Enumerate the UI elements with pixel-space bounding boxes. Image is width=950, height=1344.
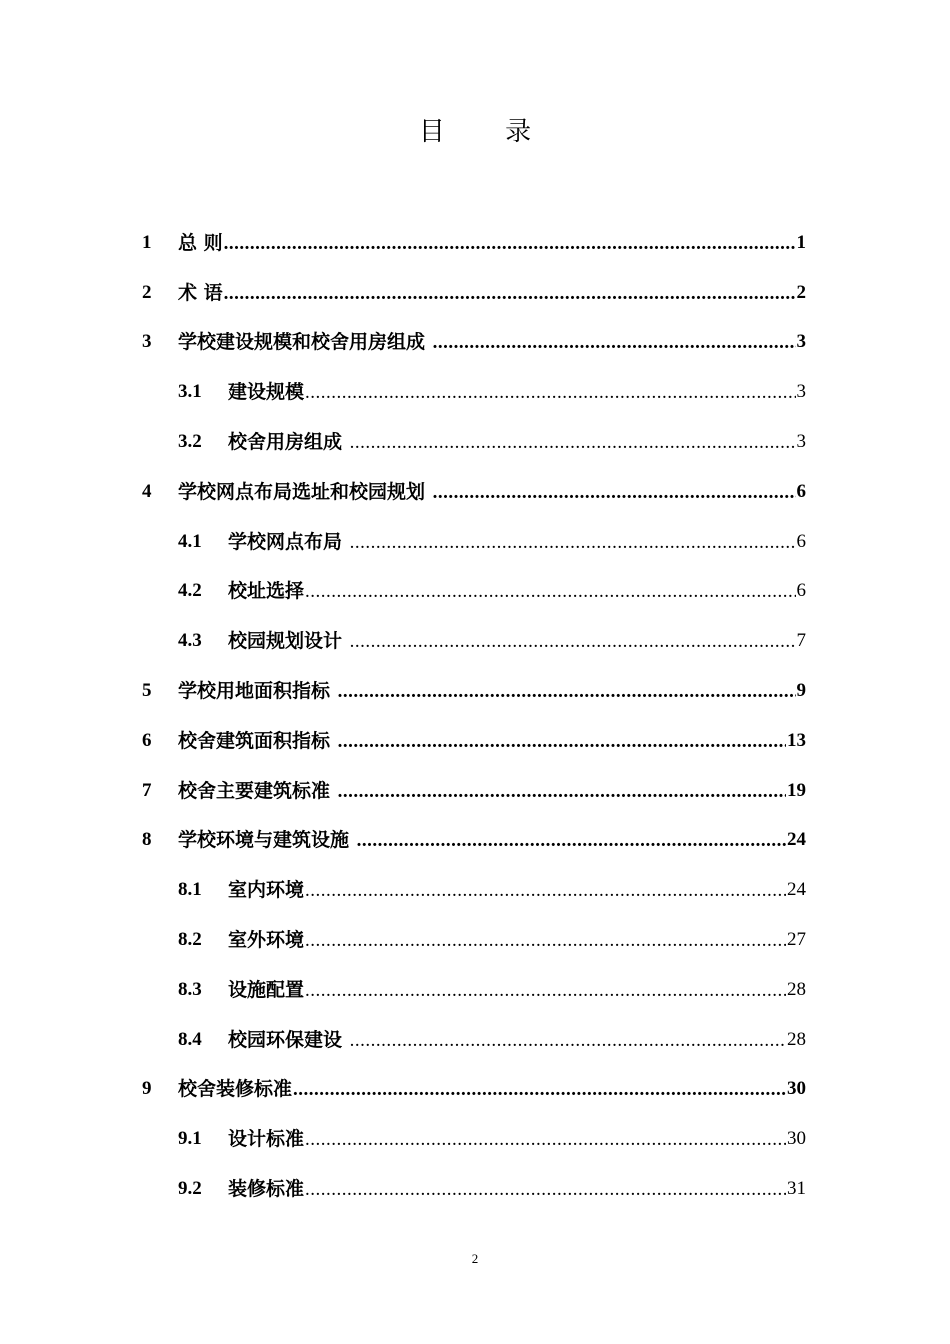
toc-dot-leader <box>350 432 796 454</box>
toc-subentry[interactable] <box>142 1164 806 1214</box>
toc-entry-number: 4.3 <box>178 630 202 652</box>
toc-subentry[interactable] <box>142 915 806 965</box>
toc-entry-title: 校园规划设计 <box>228 630 349 653</box>
toc-entry-page: 13 <box>787 729 806 751</box>
toc-dot-leader <box>338 781 786 803</box>
toc-subentry[interactable] <box>142 517 806 567</box>
toc-entry-page: 31 <box>787 1178 806 1200</box>
toc-dot-leader <box>305 880 786 902</box>
toc-entry[interactable] <box>142 666 806 716</box>
page-title: 目 录 <box>418 117 558 147</box>
toc-entry-number: 4 <box>142 480 152 502</box>
toc-entry-number: 9 <box>142 1078 152 1100</box>
toc-entry-title: 室外环境 <box>228 929 305 952</box>
toc-entry-page: 1 <box>796 231 806 253</box>
toc-entry-page: 19 <box>787 779 806 801</box>
toc-entry-number: 1 <box>142 231 152 253</box>
toc-entry-title: 术 语 <box>178 281 223 304</box>
toc-dot-leader <box>305 382 795 404</box>
toc-entry-number: 3.2 <box>178 431 202 453</box>
toc-entry-page: 9 <box>796 680 806 702</box>
toc-entry-title: 校舍主要建筑标准 <box>178 779 337 802</box>
toc-dot-leader <box>350 532 796 554</box>
toc-dot-leader <box>224 283 796 305</box>
toc-dot-leader <box>224 233 796 255</box>
toc-entry-page: 3 <box>796 381 806 403</box>
toc-entry-number: 3 <box>142 331 152 353</box>
toc-entry[interactable] <box>142 218 806 268</box>
toc-entry-title: 校址选择 <box>228 580 305 603</box>
toc-entry-title: 学校环境与建筑设施 <box>178 829 356 852</box>
toc-dot-leader <box>338 731 786 753</box>
toc-entry-number: 4.1 <box>178 530 202 552</box>
toc-entry-number: 8 <box>142 829 152 851</box>
toc-entry-title: 校园环保建设 <box>228 1028 349 1051</box>
toc-entry-title: 校舍用房组成 <box>228 431 349 454</box>
toc-subentry[interactable] <box>142 367 806 417</box>
toc-entry-number: 4.2 <box>178 580 202 602</box>
toc-entry[interactable] <box>142 318 806 368</box>
toc-dot-leader <box>338 681 796 703</box>
page-number: 2 <box>471 1251 479 1266</box>
toc-entry-title: 学校网点布局 <box>228 530 349 553</box>
toc-entry-number: 3.1 <box>178 381 202 403</box>
toc-entry-page: 2 <box>796 281 806 303</box>
toc-entry-page: 6 <box>796 580 806 602</box>
toc-entry-title: 校舍建筑面积指标 <box>178 729 337 752</box>
toc-entry-page: 7 <box>796 630 806 652</box>
toc-entry-number: 8.3 <box>178 978 202 1000</box>
toc-entry-number: 6 <box>142 729 152 751</box>
toc-entry-page: 6 <box>796 530 806 552</box>
toc-entry-number: 8.4 <box>178 1028 202 1050</box>
toc-entry-title: 室内环境 <box>228 879 305 902</box>
toc-entry-page: 30 <box>787 1128 806 1150</box>
toc-subentry[interactable] <box>142 567 806 617</box>
toc-subentry[interactable] <box>142 965 806 1015</box>
toc-entry[interactable] <box>142 816 806 866</box>
toc-dot-leader <box>293 1079 786 1101</box>
toc-entry-page: 24 <box>787 879 806 901</box>
toc-dot-leader <box>357 830 786 852</box>
toc-entry-page: 28 <box>787 1028 806 1050</box>
toc-dot-leader <box>305 1179 786 1201</box>
toc-entry-title: 装修标准 <box>228 1178 305 1201</box>
toc-entry[interactable] <box>142 766 806 816</box>
toc-entry-page: 28 <box>787 978 806 1000</box>
toc-dot-leader <box>350 1030 786 1052</box>
toc-entry-number: 9.1 <box>178 1128 202 1150</box>
toc-entry-number: 7 <box>142 779 152 801</box>
toc-entry-title: 总 则 <box>178 231 223 254</box>
toc-entry[interactable] <box>142 1065 806 1115</box>
toc-subentry[interactable] <box>142 417 806 467</box>
toc-subentry[interactable] <box>142 1015 806 1065</box>
toc-entry-number: 9.2 <box>178 1178 202 1200</box>
toc-subentry[interactable] <box>142 616 806 666</box>
toc-entry-page: 24 <box>787 829 806 851</box>
toc-subentry[interactable] <box>142 1114 806 1164</box>
toc-entry-page: 3 <box>796 331 806 353</box>
toc-entry-title: 设计标准 <box>228 1128 305 1151</box>
toc-entry-number: 2 <box>142 281 152 303</box>
toc-entry-title: 学校建设规模和校舍用房组成 <box>178 331 432 354</box>
toc-entry[interactable] <box>142 716 806 766</box>
toc-entry-title: 设施配置 <box>228 978 305 1001</box>
table-of-contents <box>142 218 806 1214</box>
toc-entry-title: 建设规模 <box>228 381 305 404</box>
toc-entry-page: 3 <box>796 431 806 453</box>
toc-entry[interactable] <box>142 467 806 517</box>
toc-entry-page: 30 <box>787 1078 806 1100</box>
toc-dot-leader <box>433 482 796 504</box>
toc-dot-leader <box>305 1129 786 1151</box>
toc-dot-leader <box>350 631 796 653</box>
toc-entry-number: 8.1 <box>178 879 202 901</box>
toc-entry-number: 8.2 <box>178 929 202 951</box>
toc-entry[interactable] <box>142 268 806 318</box>
toc-entry-page: 6 <box>796 480 806 502</box>
toc-dot-leader <box>305 581 795 603</box>
toc-dot-leader <box>305 980 786 1002</box>
toc-entry-title: 校舍装修标准 <box>178 1078 293 1101</box>
toc-entry-title: 学校网点布局选址和校园规划 <box>178 480 432 503</box>
toc-entry-page: 27 <box>787 929 806 951</box>
toc-entry-title: 学校用地面积指标 <box>178 680 337 703</box>
toc-entry-number: 5 <box>142 680 152 702</box>
toc-dot-leader <box>305 930 786 952</box>
toc-subentry[interactable] <box>142 865 806 915</box>
toc-dot-leader <box>433 332 796 354</box>
